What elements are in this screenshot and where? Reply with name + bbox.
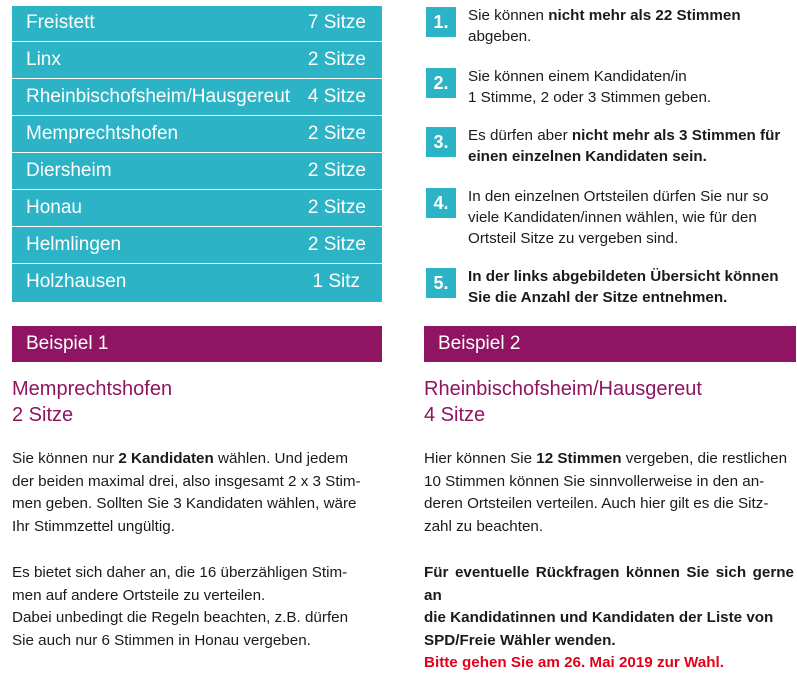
district-row — [12, 43, 382, 79]
district-row — [12, 191, 382, 227]
district-seats: 2 Sitze — [307, 234, 366, 255]
text-part: wählen. Und jedem — [213, 450, 348, 467]
rule-text-bold: einen einzelnen Kandidaten sein. — [468, 148, 707, 165]
text-part: deren Ortsteilen verteilen. Auch hier gilt es die Sitz- — [424, 495, 769, 512]
example-2-seats: 4 Sitze — [424, 404, 486, 426]
text-part: Ihr Stimmzettel ungültig. — [12, 517, 175, 535]
text-part: Dabei unbedingt die Regeln beachten, z.B. dürfen — [12, 609, 349, 626]
rule-text-bold: nicht mehr als 3 Stimmen für — [571, 127, 781, 144]
example-2-header — [424, 326, 796, 362]
rule-text-part: 1 Stimme, 2 oder 3 Stimmen geben. — [468, 89, 712, 106]
district-seats: 4 Sitze — [307, 86, 366, 107]
text-bold: Für eventuelle Rückfragen können Sie sich gerne an — [424, 564, 794, 604]
example-1-header-label: Beispiel 1 — [26, 333, 109, 354]
text-part: men auf andere Ortsteile zu verteilen. — [12, 586, 266, 604]
row-divider — [12, 226, 382, 227]
rule-text — [468, 266, 797, 308]
voting-rule-5 — [426, 268, 796, 312]
district-name: Rheinbischofsheim/Hausgereut — [26, 86, 291, 107]
rule-text — [468, 5, 797, 47]
example-1-district: Memprechtshofen — [12, 378, 173, 400]
district-seats: 2 Sitze — [307, 49, 366, 70]
district-name: Memprechtshofen — [26, 123, 179, 144]
district-seats: 2 Sitze — [307, 160, 366, 181]
example-2-paragraph-1 — [424, 448, 794, 538]
example-2-contact-note — [424, 562, 794, 675]
district-seats: 7 Sitze — [307, 12, 366, 33]
text-bold: die Kandidatinnen und Kandidaten der Liste von — [424, 609, 774, 626]
district-row — [12, 154, 382, 190]
row-divider — [12, 152, 382, 153]
text-part: Hier können Sie — [424, 450, 537, 467]
rule-text-bold: Sie die Anzahl der Sitze entnehmen. — [468, 289, 728, 306]
rule-number: 3. — [426, 127, 456, 157]
district-seat-table — [12, 6, 382, 302]
text-part: vergeben, die restlichen — [621, 450, 788, 467]
row-divider — [12, 189, 382, 190]
example-1-seats: 2 Sitze — [12, 404, 74, 426]
rule-number: 2. — [426, 68, 456, 98]
rule-text-bold: In der links abgebildeten Übersicht können — [468, 268, 779, 285]
text-part: 10 Stimmen können Sie sinnvollerweise in den an- — [424, 472, 765, 490]
text-part: zahl zu beachten. — [424, 517, 544, 535]
text-bold: SPD/Freie Wähler wenden. — [424, 631, 616, 649]
text-part: Sie auch nur 6 Stimmen in Honau vergeben. — [12, 631, 311, 649]
row-divider — [12, 263, 382, 264]
rule-text — [468, 186, 797, 249]
vote-reminder: Bitte gehen Sie am 26. Mai 2019 zur Wahl. — [424, 654, 724, 671]
rule-text-part: In den einzelnen Ortsteilen dürfen Sie nur so — [468, 188, 769, 205]
district-seats: 1 Sitz — [312, 271, 360, 292]
district-seats: 2 Sitze — [307, 123, 366, 144]
rule-number: 4. — [426, 188, 456, 218]
rule-text-part: Ortsteil Sitze zu vergeben sind. — [468, 230, 679, 247]
voting-rule-2 — [426, 68, 796, 112]
district-row — [12, 80, 382, 116]
rule-number: 1. — [426, 7, 456, 37]
district-seats: 2 Sitze — [307, 197, 366, 218]
rule-text-part: Sie können einem Kandidaten/in — [468, 68, 687, 85]
rule-number: 5. — [426, 268, 456, 298]
row-divider — [12, 115, 382, 116]
district-name: Diersheim — [26, 160, 112, 181]
rule-text-bold: nicht mehr als 22 Stimmen — [548, 7, 741, 24]
district-name: Holzhausen — [26, 271, 127, 292]
example-2-header-label: Beispiel 2 — [438, 333, 521, 354]
voting-rule-3 — [426, 127, 796, 171]
district-name: Honau — [26, 197, 82, 218]
rule-text-part: abgeben. — [468, 28, 532, 45]
row-divider — [12, 41, 382, 42]
text-bold: 12 Stimmen — [536, 450, 622, 467]
text-part: men geben. Sollten Sie 3 Kandidaten wählen, wäre — [12, 495, 357, 512]
text-part: der beiden maximal drei, also insgesamt 2 x 3 Stim- — [12, 472, 361, 490]
voting-rule-4 — [426, 188, 796, 252]
district-name: Helmlingen — [26, 234, 122, 255]
rule-text-part: Es dürfen aber — [468, 127, 572, 144]
rule-text — [468, 66, 797, 108]
district-name: Freistett — [26, 12, 95, 33]
example-1-paragraph-2 — [12, 562, 382, 652]
example-1-header — [12, 326, 382, 362]
district-row — [12, 265, 382, 301]
rule-text — [468, 125, 797, 167]
district-row — [12, 228, 382, 264]
district-name: Linx — [26, 49, 61, 70]
rule-text-part: Sie können — [468, 7, 549, 24]
example-2-title — [424, 376, 702, 428]
text-part: Es bietet sich daher an, die 16 überzähligen Stim- — [12, 564, 348, 581]
row-divider — [12, 78, 382, 79]
text-bold: 2 Kandidaten — [118, 450, 214, 467]
text-part: Sie können nur — [12, 450, 119, 467]
example-2-district: Rheinbischofsheim/Hausgereut — [424, 378, 702, 400]
voting-rule-1 — [426, 7, 796, 51]
rule-text-part: viele Kandidaten/innen wählen, wie für den — [468, 209, 757, 226]
district-row — [12, 117, 382, 153]
example-1-title — [12, 376, 172, 428]
example-1-paragraph-1 — [12, 448, 382, 538]
district-row — [12, 6, 382, 42]
